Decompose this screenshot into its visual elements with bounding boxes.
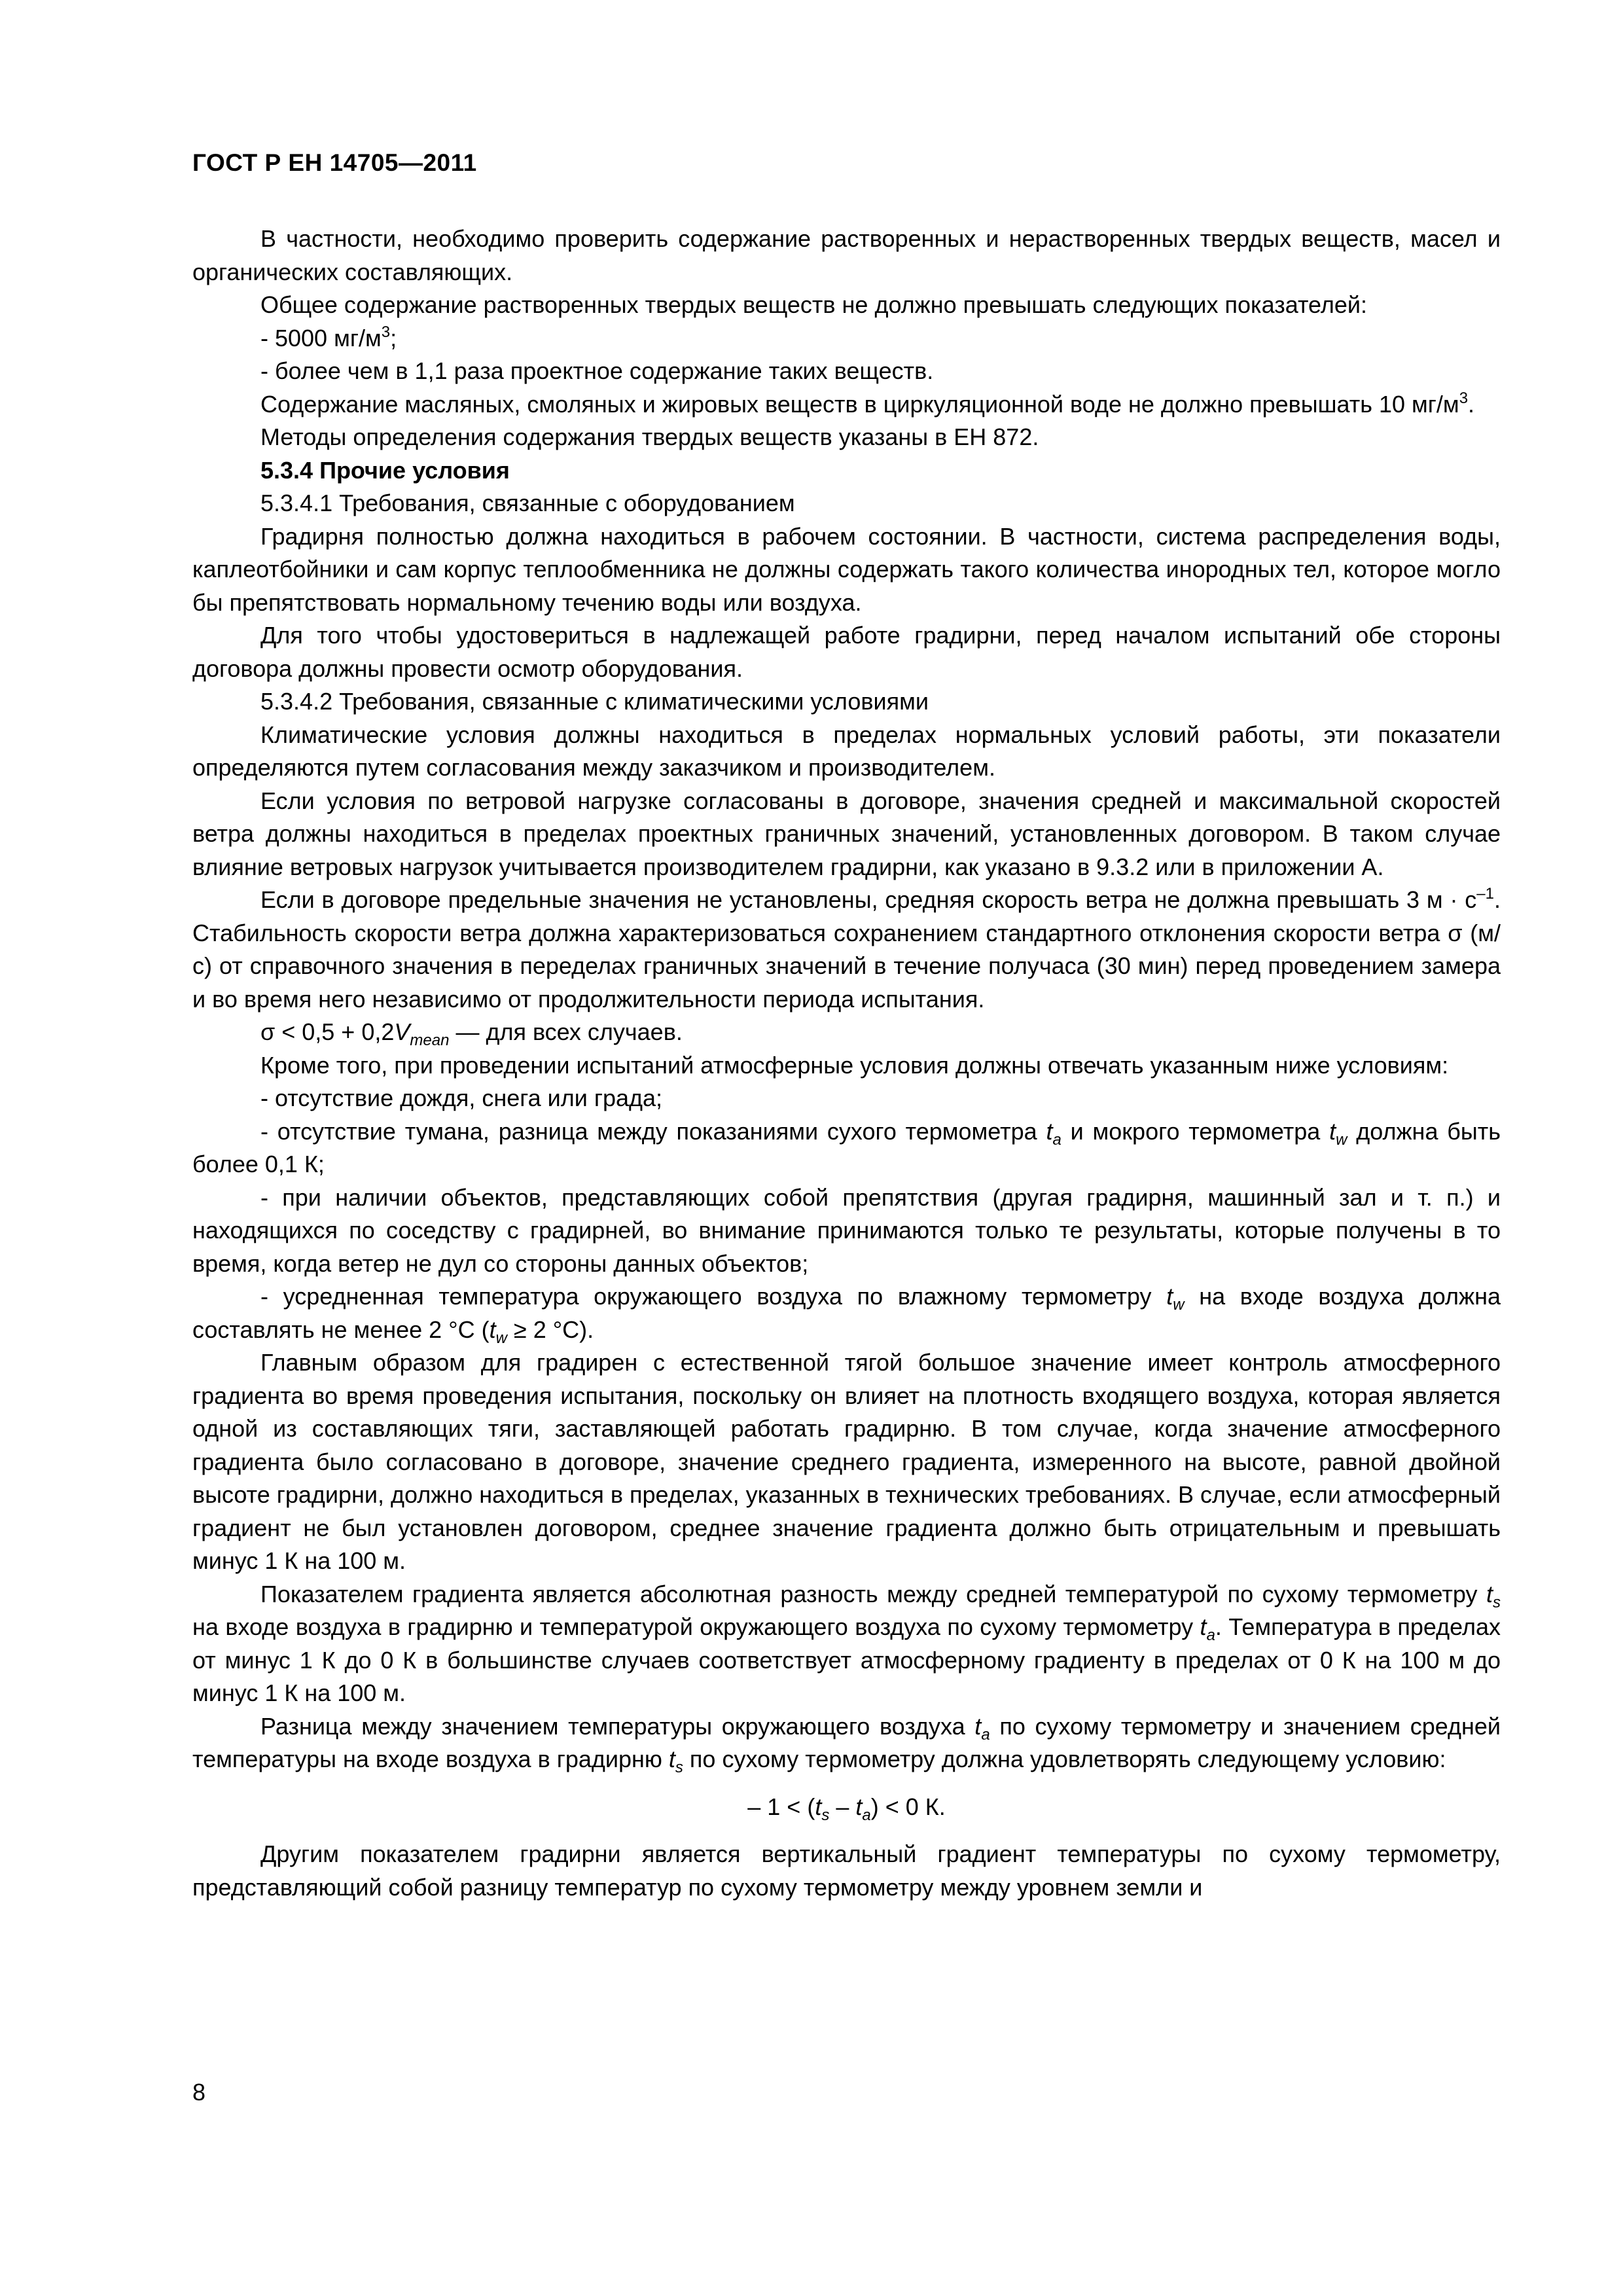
paragraph: Общее содержание растворенных твердых веществ не должно превышать следующих показателей: bbox=[260, 291, 1367, 318]
subscript-text: s bbox=[821, 1806, 830, 1824]
subsection-heading: 5.3.4.1 Требования, связанные с оборудованием bbox=[260, 490, 795, 516]
display-formula bbox=[192, 1791, 1501, 1824]
page-number: 8 bbox=[192, 2079, 206, 2106]
text-fragment: Разница между значением температуры окружающего воздуха bbox=[260, 1712, 975, 1740]
variable: t bbox=[1329, 1117, 1336, 1145]
variable: t bbox=[815, 1793, 822, 1820]
text-fragment: - 5000 мг/м bbox=[260, 324, 382, 351]
text-fragment: Показателем градиента является абсолютная разность между средней температурой по сухому термометру bbox=[260, 1580, 1486, 1607]
paragraph: Кроме того, при проведении испытаний атмосферные условия должны отвечать указанным ниже условиям: bbox=[260, 1051, 1449, 1079]
text-fragment: - отсутствие тумана, разница между показаниями сухого термометра bbox=[260, 1117, 1046, 1145]
paragraph: В частности, необходимо проверить содержание растворенных и нерастворенных твердых веществ, масел и органических составляющих. bbox=[192, 225, 1501, 285]
paragraph bbox=[192, 1578, 1501, 1710]
paragraph bbox=[192, 388, 1501, 422]
subscript-text: w bbox=[1336, 1130, 1347, 1149]
inline-formula bbox=[192, 1016, 1501, 1049]
text-fragment: ) < 0 К. bbox=[870, 1793, 946, 1820]
subscript-text: w bbox=[495, 1329, 507, 1347]
subscript-text: s bbox=[675, 1759, 683, 1776]
paragraph: Климатические условия должны находиться в пределах нормальных условий работы, эти показатели определяются путем согласования между заказчиком и производителем. bbox=[192, 721, 1501, 781]
subscript bbox=[821, 1806, 829, 1824]
text-fragment: σ < 0,5 + 0,2 bbox=[260, 1018, 395, 1045]
subscript-text: a bbox=[981, 1725, 990, 1744]
subscript-text: a bbox=[1206, 1626, 1215, 1644]
subscript bbox=[410, 1031, 449, 1049]
list-item bbox=[192, 1280, 1501, 1346]
text-fragment: на входе воздуха должна составлять не менее 2 °С ( bbox=[192, 1283, 1501, 1343]
text-fragment: — для всех случаев. bbox=[449, 1018, 683, 1045]
list-item: - отсутствие дождя, снега или града; bbox=[260, 1085, 663, 1111]
superscript: 3 bbox=[1459, 389, 1469, 407]
text-fragment: и мокрого термометра bbox=[1061, 1117, 1330, 1145]
paragraph bbox=[192, 884, 1501, 1016]
subsection-heading: 5.3.4.2 Требования, связанные с климатическими условиями bbox=[260, 688, 929, 715]
paragraph: Градирня полностью должна находиться в рабочем состоянии. В частности, система распределения воды, каплеотбойники и сам корпус теплообменника не должны содержать такого количества инородных тел, которое могло бы препятствовать нормальному течению воды или воздуха. bbox=[192, 522, 1501, 616]
variable: t bbox=[1046, 1117, 1053, 1145]
paragraph: Другим показателем градирни является вертикальный градиент температуры по сухому термометру, представляющий собой разницу температур по сухому термометру между уровнем земли и bbox=[192, 1840, 1501, 1901]
subscript-text: s bbox=[1493, 1593, 1501, 1611]
subscript bbox=[1052, 1131, 1061, 1149]
variable: t bbox=[1486, 1580, 1493, 1607]
text-fragment: Содержание масляных, смоляных и жировых веществ в циркуляционной воде не должно превышать 10 мг/м bbox=[260, 390, 1459, 418]
text-fragment: Если в договоре предельные значения не установлены, средняя скорость ветра не должна превышать 3 м · с bbox=[260, 886, 1477, 913]
subscript bbox=[675, 1759, 683, 1776]
superscript: 3 bbox=[381, 323, 391, 341]
text-fragment: по сухому термометру должна удовлетворять следующему условию: bbox=[683, 1746, 1446, 1772]
text-fragment: на входе воздуха в градирню и температурой окружающего воздуха по сухому термометру bbox=[192, 1613, 1200, 1640]
list-item bbox=[192, 322, 1501, 355]
superscript: –1 bbox=[1476, 885, 1494, 903]
subscript bbox=[981, 1726, 990, 1744]
subscript-text: a bbox=[862, 1806, 871, 1824]
text-fragment: по сухому термометру и значением средней температуры на входе воздуха в градирню bbox=[192, 1712, 1501, 1772]
main-text bbox=[192, 223, 1501, 1904]
text-fragment: . Стабильность скорости ветра должна характеризоваться сохранением стандартного отклонения скорости ветра σ (м/с) от справочного значения в переделах граничных значений в течение получаса (30 мин) перед проведением замера и во время него независимо от продолжительности периода испытания. bbox=[192, 886, 1501, 1013]
variable: V bbox=[394, 1018, 410, 1045]
subscript bbox=[1207, 1626, 1215, 1644]
list-item: - при наличии объектов, представляющих собой препятствия (другая градирня, машинный зал и т. п.) и находящихся по соседству с градирней, во внимание принимаются только те результаты, которые получены в то время, когда ветер не дул со стороны данных объектов; bbox=[192, 1183, 1501, 1277]
variable: t bbox=[1166, 1283, 1173, 1310]
text-fragment: . Температура в пределах от минус 1 К до 0 К в большинстве случаев соответствует атмосферному градиенту в пределах от 0 К на 100 м до минус 1 К на 100 м. bbox=[192, 1613, 1501, 1706]
text-fragment: . bbox=[1468, 390, 1475, 418]
variable: t bbox=[1200, 1613, 1207, 1640]
subscript-text: a bbox=[1052, 1130, 1061, 1149]
paragraph: Главным образом для градирен с естественной тягой большое значение имеет контроль атмосферного градиента во время проведения испытания, поскольку он влияет на плотность входящего воздуха, которая является одной из составляющих тяги, заставляющей работать градирню. В том случае, когда значение атмосферного градиента было согласовано в договоре, значение среднего градиента, измеренного на высоте, равной двойной высоте градирни, должно находиться в пределах, указанных в технических требованиях. В случае, если атмосферный градиент не был установлен договором, среднее значение градиента должно быть отрицательным и превышать минус 1 К на 100 м. bbox=[192, 1349, 1501, 1574]
paragraph: Если условия по ветровой нагрузке согласованы в договоре, значения средней и максимальной скоростей ветра должны находиться в пределах проектных граничных значений, установленных договором. В таком случае влияние ветровых нагрузок учитывается производителем градирни, как указано в 9.3.2 или в приложении А. bbox=[192, 787, 1501, 880]
list-item bbox=[192, 1115, 1501, 1181]
subscript bbox=[1493, 1594, 1501, 1611]
variable: t bbox=[668, 1746, 675, 1772]
text-fragment: – 1 < ( bbox=[747, 1793, 815, 1820]
text-fragment: ≥ 2 °С). bbox=[507, 1316, 594, 1343]
variable: t bbox=[855, 1793, 863, 1820]
section-heading: 5.3.4 Прочие условия bbox=[260, 456, 510, 484]
text-fragment: должна быть более 0,1 К; bbox=[192, 1117, 1501, 1177]
subscript-text: mean bbox=[410, 1031, 450, 1049]
text-fragment: – bbox=[829, 1793, 856, 1820]
variable: t bbox=[974, 1712, 982, 1740]
paragraph: Методы определения содержания твердых веществ указаны в ЕН 872. bbox=[260, 423, 1039, 450]
subscript bbox=[1173, 1296, 1184, 1314]
text-fragment: ; bbox=[390, 324, 397, 351]
subscript-text: w bbox=[1173, 1296, 1185, 1314]
subscript bbox=[862, 1806, 870, 1824]
text-fragment: - усредненная температура окружающего воздуха по влажному термометру bbox=[260, 1283, 1167, 1310]
subscript bbox=[496, 1329, 507, 1347]
list-item: - более чем в 1,1 раза проектное содержание таких веществ. bbox=[260, 357, 934, 384]
paragraph bbox=[192, 1710, 1501, 1776]
standard-header: ГОСТ Р ЕН 14705—2011 bbox=[192, 149, 477, 176]
paragraph: Для того чтобы удостовериться в надлежащей работе градирни, перед началом испытаний обе стороны договора должны провести осмотр оборудования. bbox=[192, 622, 1501, 682]
variable: t bbox=[489, 1316, 496, 1343]
subscript bbox=[1336, 1131, 1347, 1149]
